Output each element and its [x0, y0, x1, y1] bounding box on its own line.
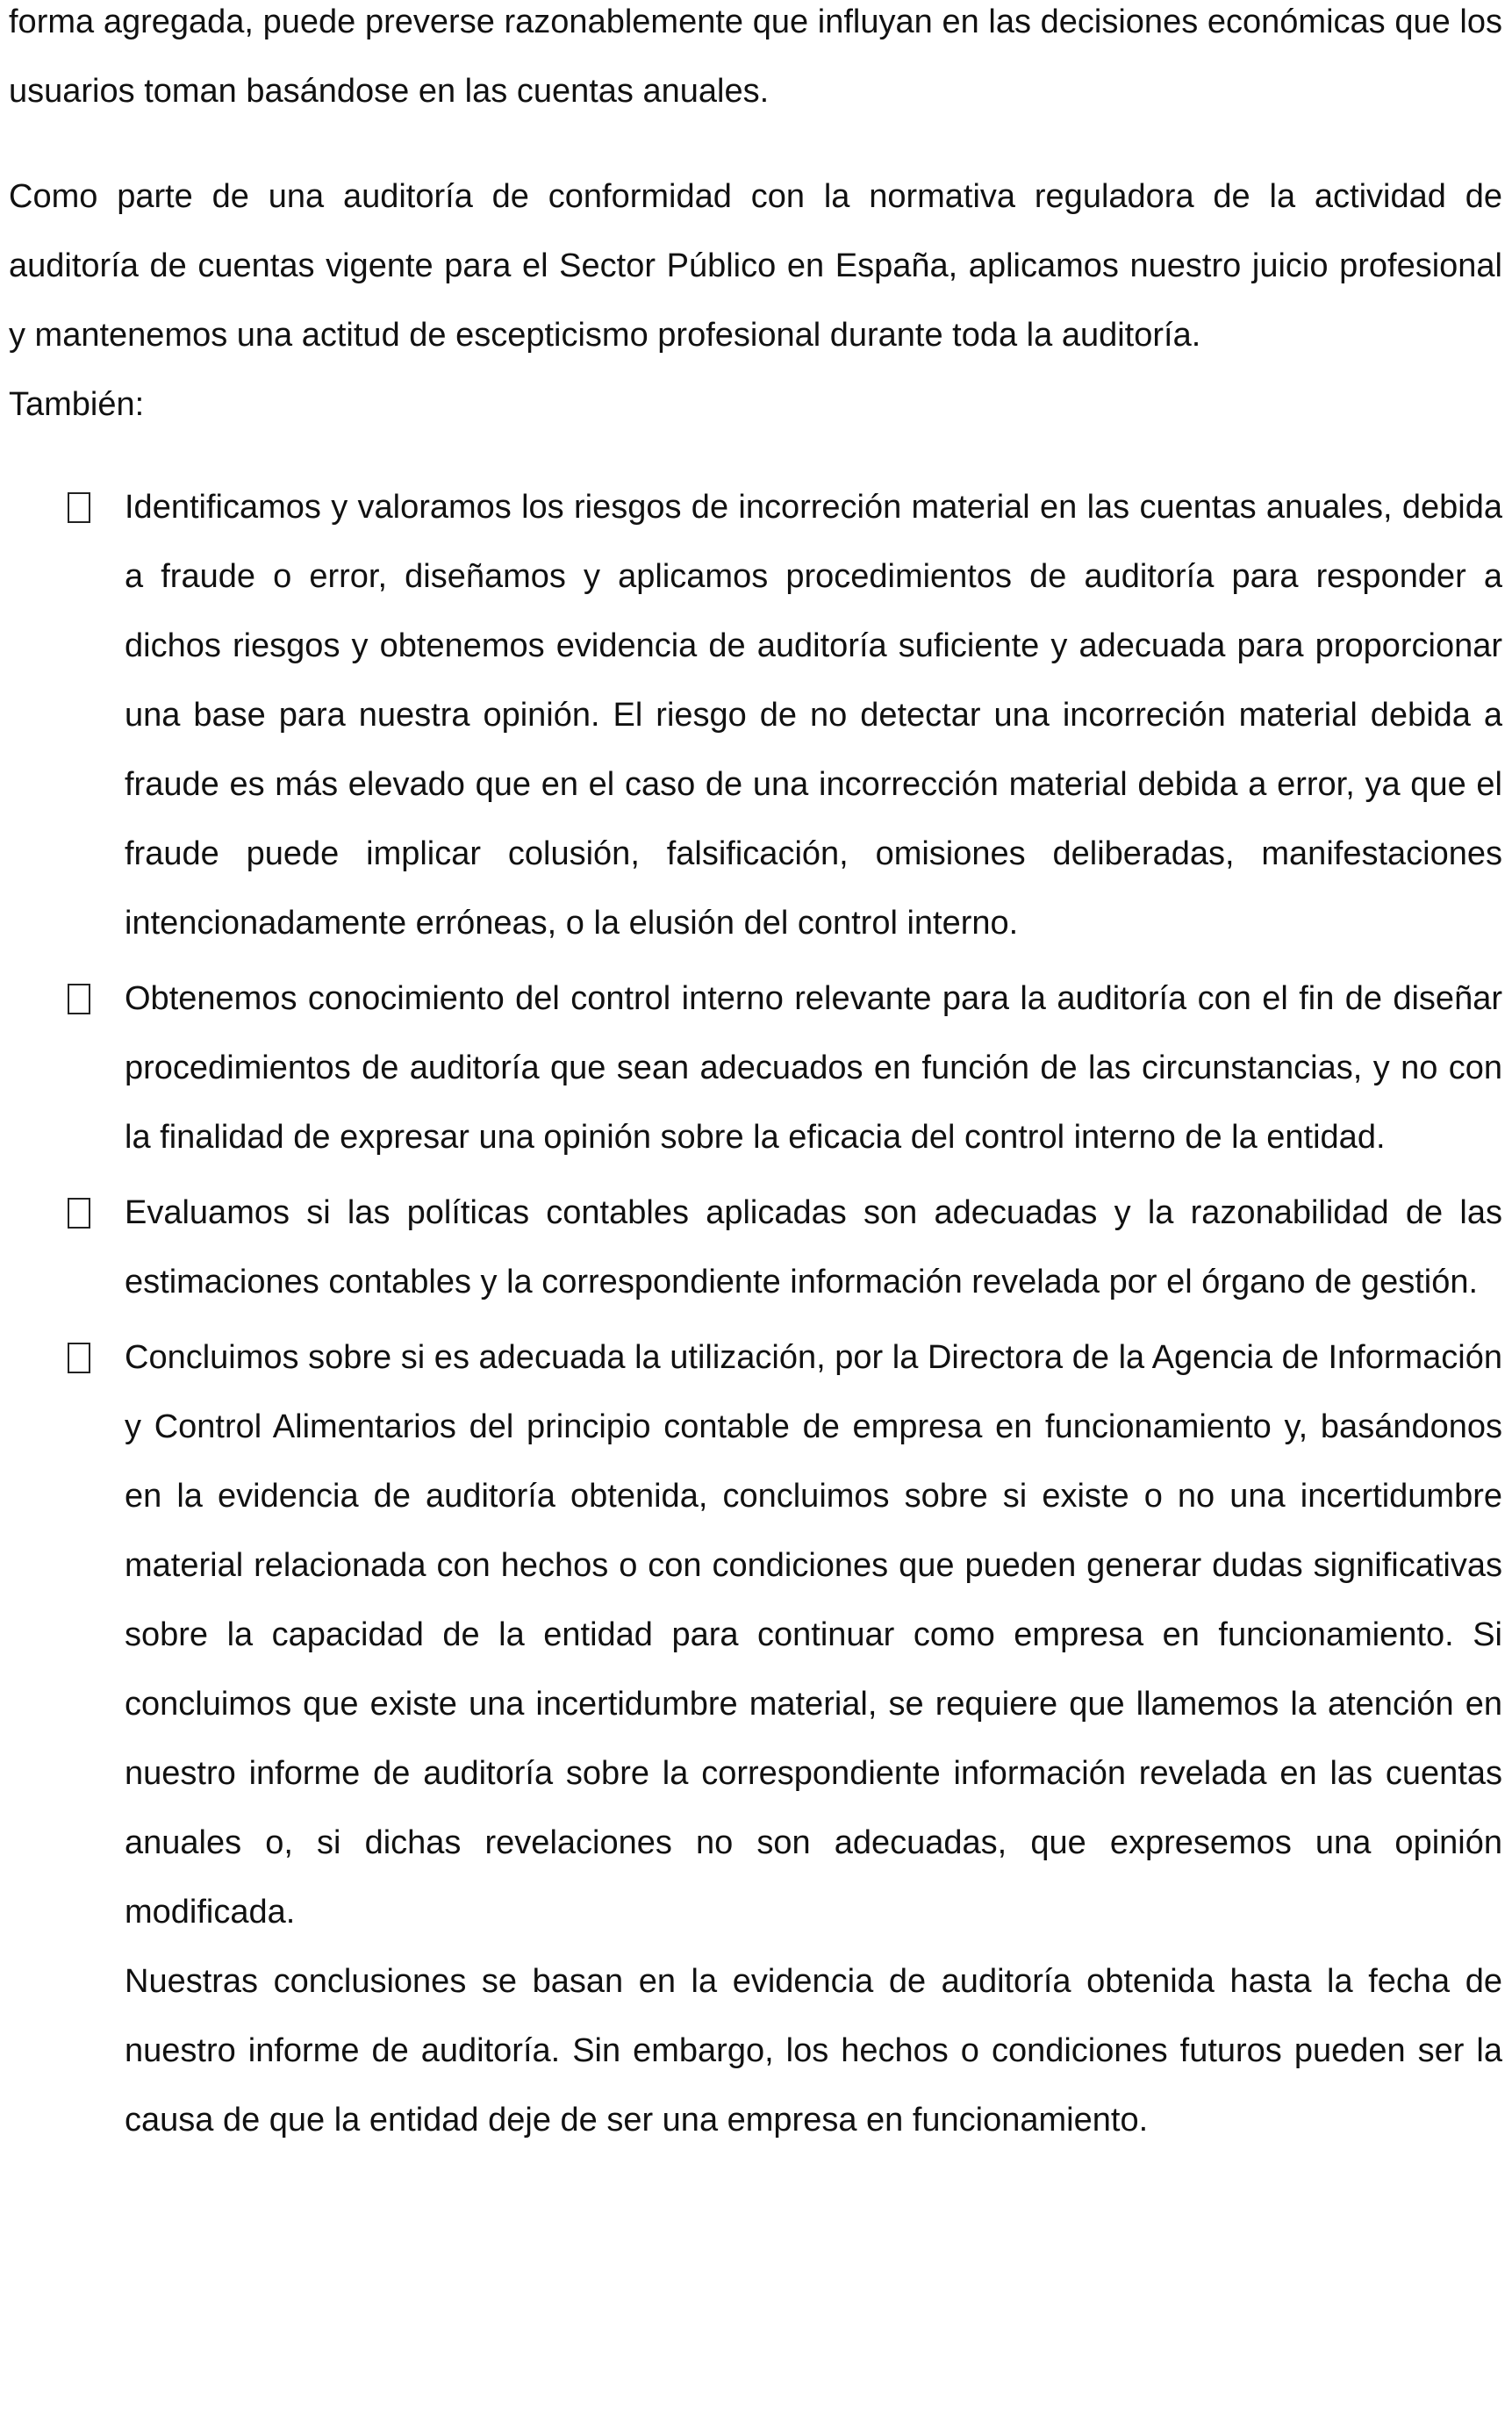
list-item-text: Evaluamos si las políticas contables aplicadas son adecuadas y la razonabilidad de las estimaciones contables y la correspondiente información revelada por el órgano de gestión.: [125, 1194, 1502, 1300]
intro-continuation-paragraph: forma agregada, puede preverse razonablemente que influyan en las decisiones económicas que los usuarios toman basándose en las cuentas anuales.: [9, 4, 1502, 110]
audit-conformity-paragraph: Como parte de una auditoría de conformidad con la normativa reguladora de la actividad de auditoría de cuentas vigente para el Sector Público en España, aplicamos nuestro juicio profesional y mantenemos una actitud de escepticismo profesional durante toda la auditoría.: [9, 178, 1502, 354]
list-item-text: Concluimos sobre si es adecuada la utilización, por la Directora de la Agencia de Información y Control Alimentarios del principio contable de empresa en funcionamiento y, basándonos en la evidencia de auditoría obtenida, concluimos sobre si existe o no una incertidumbre material relacionada con hechos o con condiciones que pueden generar dudas significativas sobre la capacidad de la entidad para continuar como empresa en funcionamiento. Si concluimos que existe una incertidumbre material, se requiere que llamemos la atención en nuestro informe de auditoría sobre la correspondiente información revelada en las cuentas anuales o, si dichas revelaciones no son adecuadas, que expresemos una opinión modificada.: [125, 1339, 1502, 1931]
square-bullet-icon: [68, 1343, 90, 1373]
list-item-continuation-text: Nuestras conclusiones se basan en la evidencia de auditoría obtenida hasta la fecha de nuestro informe de auditoría. Sin embargo, los hechos o condiciones futuros pueden ser la causa de que la entidad deje de ser una empresa en funcionamiento.: [125, 1963, 1502, 2139]
list-item: [9, 473, 1502, 958]
list-item: [9, 1179, 1502, 1317]
document-page: [9, 0, 1502, 2161]
audit-procedures-list: [9, 473, 1502, 2155]
square-bullet-icon: [68, 492, 90, 523]
paragraph-gap: [9, 126, 1502, 162]
list-item: [9, 1323, 1502, 2155]
list-item-text: Obtenemos conocimiento del control interno relevante para la auditoría con el fin de diseñar procedimientos de auditoría que sean adecuados en función de las circunstancias, y no con la finalidad de expresar una opinión sobre la eficacia del control interno de la entidad.: [125, 980, 1502, 1156]
square-bullet-icon: [68, 984, 90, 1014]
list-item: [9, 964, 1502, 1172]
square-bullet-icon: [68, 1198, 90, 1229]
list-item-text: Identificamos y valoramos los riesgos de incorreción material en las cuentas anuales, debida a fraude o error, diseñamos y aplicamos procedimientos de auditoría para responder a dichos riesgos y obtenemos evidencia de auditoría suficiente y adecuada para proporcionar una base para nuestra opinión. El riesgo de no detectar una incorreción material debida a fraude es más elevado que en el caso de una incorrección material debida a error, ya que el fraude puede implicar colusión, falsificación, omisiones deliberadas, manifestaciones intencionadamente erróneas, o la elusión del control interno.: [125, 489, 1502, 942]
tambien-label: También:: [9, 386, 145, 423]
